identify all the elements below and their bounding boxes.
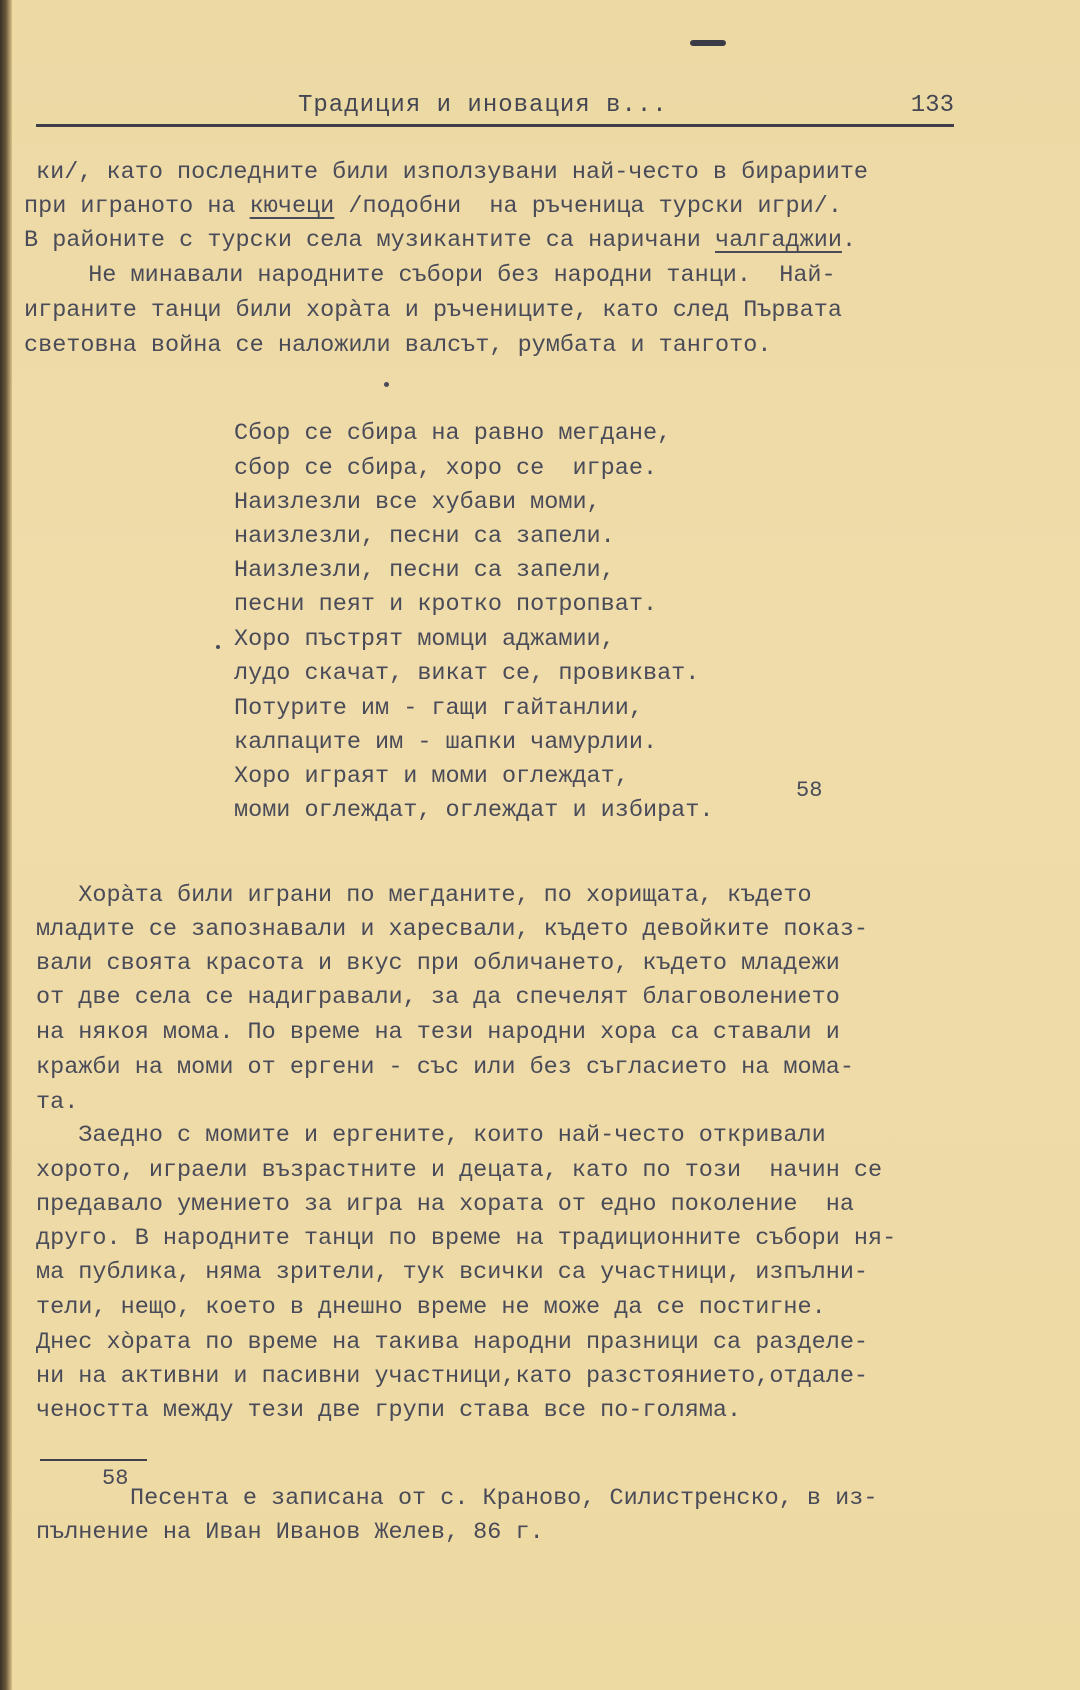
poem-footnote-ref: 58: [796, 778, 823, 803]
paragraph-3-line: та.: [36, 1089, 79, 1116]
paragraph-3-line: младите се запознавали и харесвали, където девойките показ-: [36, 916, 869, 943]
paragraph-3-line: Хорàта били играни по мегданите, по хорищата, където: [36, 882, 812, 909]
poem-line: Потурите им - гащи гайтанлии,: [234, 695, 643, 722]
paragraph-4-line: ма публика, няма зрители, тук всички са участници, изпълни-: [36, 1259, 869, 1286]
poem-line: сбор се сбира, хоро се играе.: [234, 455, 658, 482]
poem-line: калпаците им - шапки чамурлии.: [234, 729, 658, 756]
poem-line: наизлезли, песни са запели.: [234, 523, 615, 550]
text-run: В районите с турски села музикантите са наричани: [24, 227, 716, 254]
page-number: 133: [910, 92, 954, 119]
underlined-term: кючеци: [249, 193, 335, 220]
footnote-line: пълнение на Иван Иванов Желев, 86 г.: [36, 1519, 544, 1546]
text-run: при играното на: [24, 193, 250, 220]
paragraph-1-line: [24, 192, 842, 222]
header-title: Традиция и иновация в...: [298, 92, 668, 119]
paragraph-4-line: Днес хòрата по време на такива народни празници са разделе-: [36, 1329, 869, 1356]
paragraph-2-line: играните танци били хорàта и ръчениците, като след Първата: [24, 297, 842, 324]
stray-dot: [384, 382, 389, 387]
binding-edge: [0, 0, 12, 1690]
paragraph-4-line: друго. В народните танци по време на традиционните събори ня-: [36, 1225, 897, 1252]
poem-line: моми оглеждат, оглеждат и избират.: [234, 797, 714, 824]
poem-line: песни пеят и кротко потропват.: [234, 591, 658, 618]
poem-line: Наизлезли все хубави моми,: [234, 489, 601, 516]
paragraph-2-line: световна война се наложили валсът, румбата и тангото.: [24, 332, 772, 359]
paragraph-4-line: чеността между тези две групи става все по-голяма.: [36, 1397, 742, 1424]
footnote-line: Песента е записана от с. Краново, Силистренско, в из-: [130, 1485, 878, 1512]
paragraph-4-line: ни на активни и пасивни участници,като разстоянието,отдале-: [36, 1363, 869, 1390]
paragraph-4-line: тели, нещо, което в днешно време не може да се постигне.: [36, 1294, 826, 1321]
paragraph-3-line: вали своята красота и вкус при обличането, където младежи: [36, 950, 840, 977]
stray-dot: [216, 645, 220, 649]
paragraph-4-line: Заедно с момите и ергените, които най-често откривали: [36, 1122, 826, 1149]
paragraph-1-line: [24, 226, 856, 256]
paragraph-4-line: предавало умението за игра на хората от едно поколение на: [36, 1191, 854, 1218]
poem-line: Сбор се сбира на равно мегдане,: [234, 420, 672, 447]
text-run: /подобни на ръченица турски игри/.: [334, 193, 842, 220]
paragraph-3-line: на някоя мома. По време на тези народни хора са ставали и: [36, 1019, 840, 1046]
poem-line: лудо скачат, викат се, провикват.: [234, 660, 700, 687]
running-header: [36, 92, 954, 127]
poem-line: Хоро пъстрят момци аджамии,: [234, 626, 615, 653]
paragraph-3-line: кражби на моми от ергени - със или без съгласието на мома-: [36, 1054, 854, 1081]
paragraph-1-line: ки/, като последните били използувани най-често в бирариите: [36, 159, 869, 186]
footnote-rule: [40, 1459, 147, 1461]
paragraph-2-line: Не минавали народните събори без народни танци. Най-: [60, 262, 836, 289]
poem-line: Хоро играят и моми оглеждат,: [234, 763, 629, 790]
footnote-number: 58: [102, 1466, 129, 1491]
paragraph-3-line: от две села се надигравали, за да спечелят благоволението: [36, 984, 840, 1011]
text-run: .: [841, 227, 857, 254]
ink-mark: [690, 40, 726, 46]
poem-line: Наизлезли, песни са запели,: [234, 557, 615, 584]
paragraph-4-line: хорото, играели възрастните и децата, като по този начин се: [36, 1157, 883, 1184]
underlined-term: чалгаджии: [715, 227, 842, 254]
